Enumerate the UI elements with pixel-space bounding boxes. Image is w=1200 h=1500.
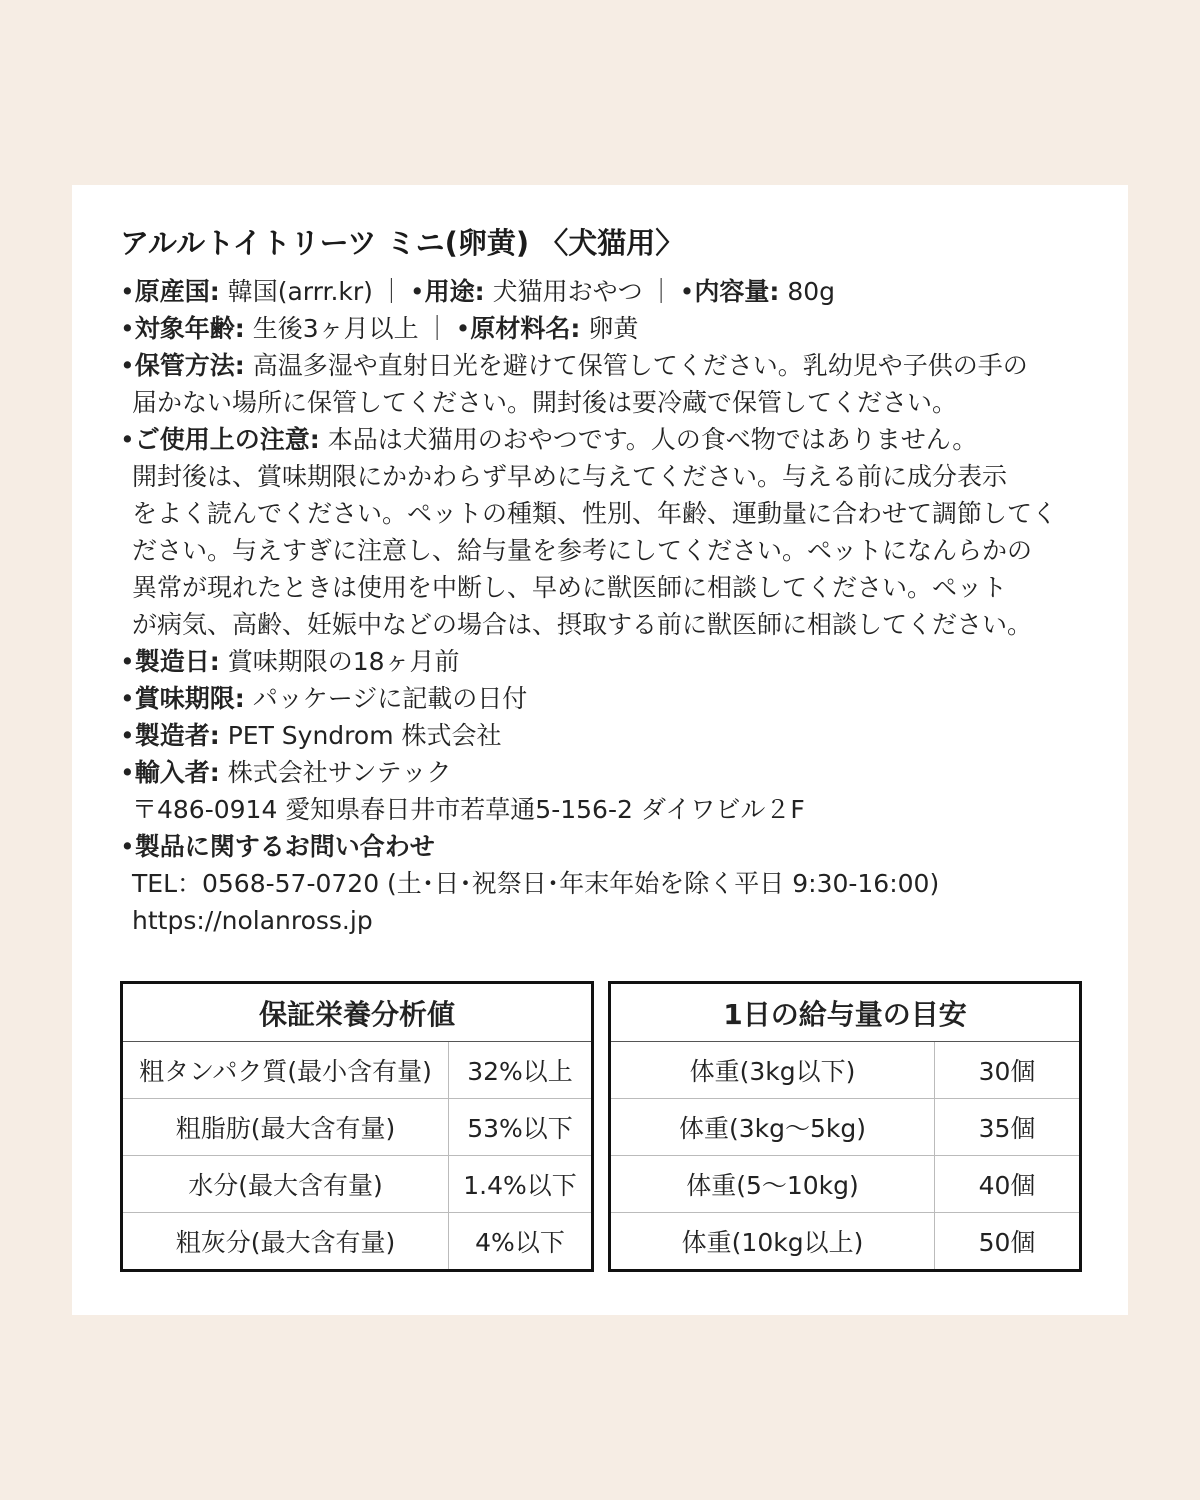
table-row [122, 1099, 593, 1156]
maker-line: •製造者: PET Syndrom 株式会社 [120, 721, 502, 750]
importer-address: 〒486-0914 愛知県春日井市若草通5-156-2 ダイワビル２F [132, 795, 805, 824]
storage-text-2: 届かない場所に保管してください。開封後は要冷蔵で保管してください。 [132, 388, 958, 417]
maker-label: 製造者: [134, 721, 220, 750]
feeding-weight: 体重(5～10kg) [610, 1156, 935, 1213]
table-header-row [122, 983, 593, 1042]
expiry-value: パッケージに記載の日付 [252, 684, 528, 713]
caution-label: ご使用上の注意: [134, 425, 320, 454]
caution-text-3: をよく読んでください。ペットの種類、性別、年齢、運動量に合わせて調節してく [132, 499, 1058, 528]
feeding-amount: 50個 [935, 1213, 1081, 1271]
product-info-content [120, 223, 1080, 939]
storage-text-1: 高温多湿や直射日光を避けて保管してください。乳幼児や子供の手の [252, 351, 1028, 380]
analysis-item: 粗脂肪(最大含有量) [122, 1099, 449, 1156]
analysis-value: 32%以上 [449, 1042, 593, 1099]
table-row [610, 1156, 1081, 1213]
inquiry-tel: TEL：0568-57-0720 (土･日･祝祭日･年末年始を除く平日 9:30-16:00) [132, 869, 940, 898]
storage-label: 保管方法: [134, 351, 245, 380]
caution-text-6: が病気、高齢、妊娠中などの場合は、摂取する前に獣医師に相談してください。 [132, 610, 1033, 639]
table-header-row [610, 983, 1081, 1042]
use-label: 用途: [424, 277, 485, 306]
origin-use-content-line: •原産国: 韓国(arrr.kr) ｜ •用途: 犬猫用おやつ ｜ •内容量: 80g [120, 277, 836, 306]
table-row [610, 1213, 1081, 1271]
caution-text-5: 異常が現れたときは使用を中断し、早めに獣医師に相談してください。ペット [132, 573, 1008, 602]
analysis-item: 粗タンパク質(最小含有量) [122, 1042, 449, 1099]
caution-line: •ご使用上の注意: 本品は犬猫用のおやつです。人の食べ物ではありません。 [120, 425, 978, 454]
expiry-label: 賞味期限: [134, 684, 245, 713]
product-title: アルルトイトリーツ ミニ(卵黄) 〈犬猫用〉 [120, 226, 685, 260]
importer-label: 輸入者: [134, 758, 220, 787]
importer-line: •輸入者: 株式会社サンテック [120, 758, 452, 787]
caution-text-4: ださい。与えすぎに注意し、給与量を参考にしてください。ペットになんらかの [132, 536, 1033, 565]
feeding-weight: 体重(3kg以下) [610, 1042, 935, 1099]
maker-value: PET Syndrom 株式会社 [227, 721, 502, 750]
mfg-date-label: 製造日: [134, 647, 220, 676]
ingredients-label: 原材料名: [470, 314, 581, 343]
nutrition-analysis-table [120, 981, 594, 1272]
age-value: 生後3ヶ月以上 [252, 314, 419, 343]
feeding-weight: 体重(3kg～5kg) [610, 1099, 935, 1156]
table-row [122, 1042, 593, 1099]
caution-text-2: 開封後は、賞味期限にかかわらず早めに与えてください。与える前に成分表示 [132, 462, 1008, 491]
table-row [122, 1156, 593, 1213]
feeding-guide-table [608, 981, 1082, 1272]
analysis-item: 粗灰分(最大含有量) [122, 1213, 449, 1271]
analysis-table-heading: 保証栄養分析値 [122, 983, 593, 1042]
storage-line: •保管方法: 高温多湿や直射日光を避けて保管してください。乳幼児や子供の手の [120, 351, 1028, 380]
analysis-value: 53%以下 [449, 1099, 593, 1156]
use-value: 犬猫用おやつ [492, 277, 643, 306]
table-row [610, 1099, 1081, 1156]
origin-label: 原産国: [134, 277, 220, 306]
analysis-value: 4%以下 [449, 1213, 593, 1271]
analysis-value: 1.4%以下 [449, 1156, 593, 1213]
feeding-amount: 40個 [935, 1156, 1081, 1213]
mfg-date-value: 賞味期限の18ヶ月前 [227, 647, 460, 676]
product-details [120, 273, 1080, 939]
inquiry-label: 製品に関するお問い合わせ [134, 832, 435, 861]
feeding-amount: 30個 [935, 1042, 1081, 1099]
inquiry-line: •製品に関するお問い合わせ [120, 832, 435, 861]
ingredients-value: 卵黄 [588, 314, 639, 343]
origin-value: 韓国(arrr.kr) [227, 277, 373, 306]
mfg-date-line: •製造日: 賞味期限の18ヶ月前 [120, 647, 460, 676]
importer-value: 株式会社サンテック [227, 758, 452, 787]
expiry-line: •賞味期限: パッケージに記載の日付 [120, 684, 528, 713]
content-label: 内容量: [694, 277, 780, 306]
tables-area [120, 981, 1082, 1270]
feeding-weight: 体重(10kg以上) [610, 1213, 935, 1271]
content-value: 80g [787, 277, 836, 306]
inquiry-url[interactable]: https://nolanross.jp [132, 906, 373, 935]
table-row [122, 1213, 593, 1271]
feeding-amount: 35個 [935, 1099, 1081, 1156]
table-row [610, 1042, 1081, 1099]
caution-text-1: 本品は犬猫用のおやつです。人の食べ物ではありません。 [327, 425, 978, 454]
age-ingredients-line: •対象年齢: 生後3ヶ月以上 ｜ •原材料名: 卵黄 [120, 314, 639, 343]
age-label: 対象年齢: [134, 314, 245, 343]
product-info-card [72, 185, 1128, 1315]
feeding-table-heading: 1日の給与量の目安 [610, 983, 1081, 1042]
analysis-item: 水分(最大含有量) [122, 1156, 449, 1213]
